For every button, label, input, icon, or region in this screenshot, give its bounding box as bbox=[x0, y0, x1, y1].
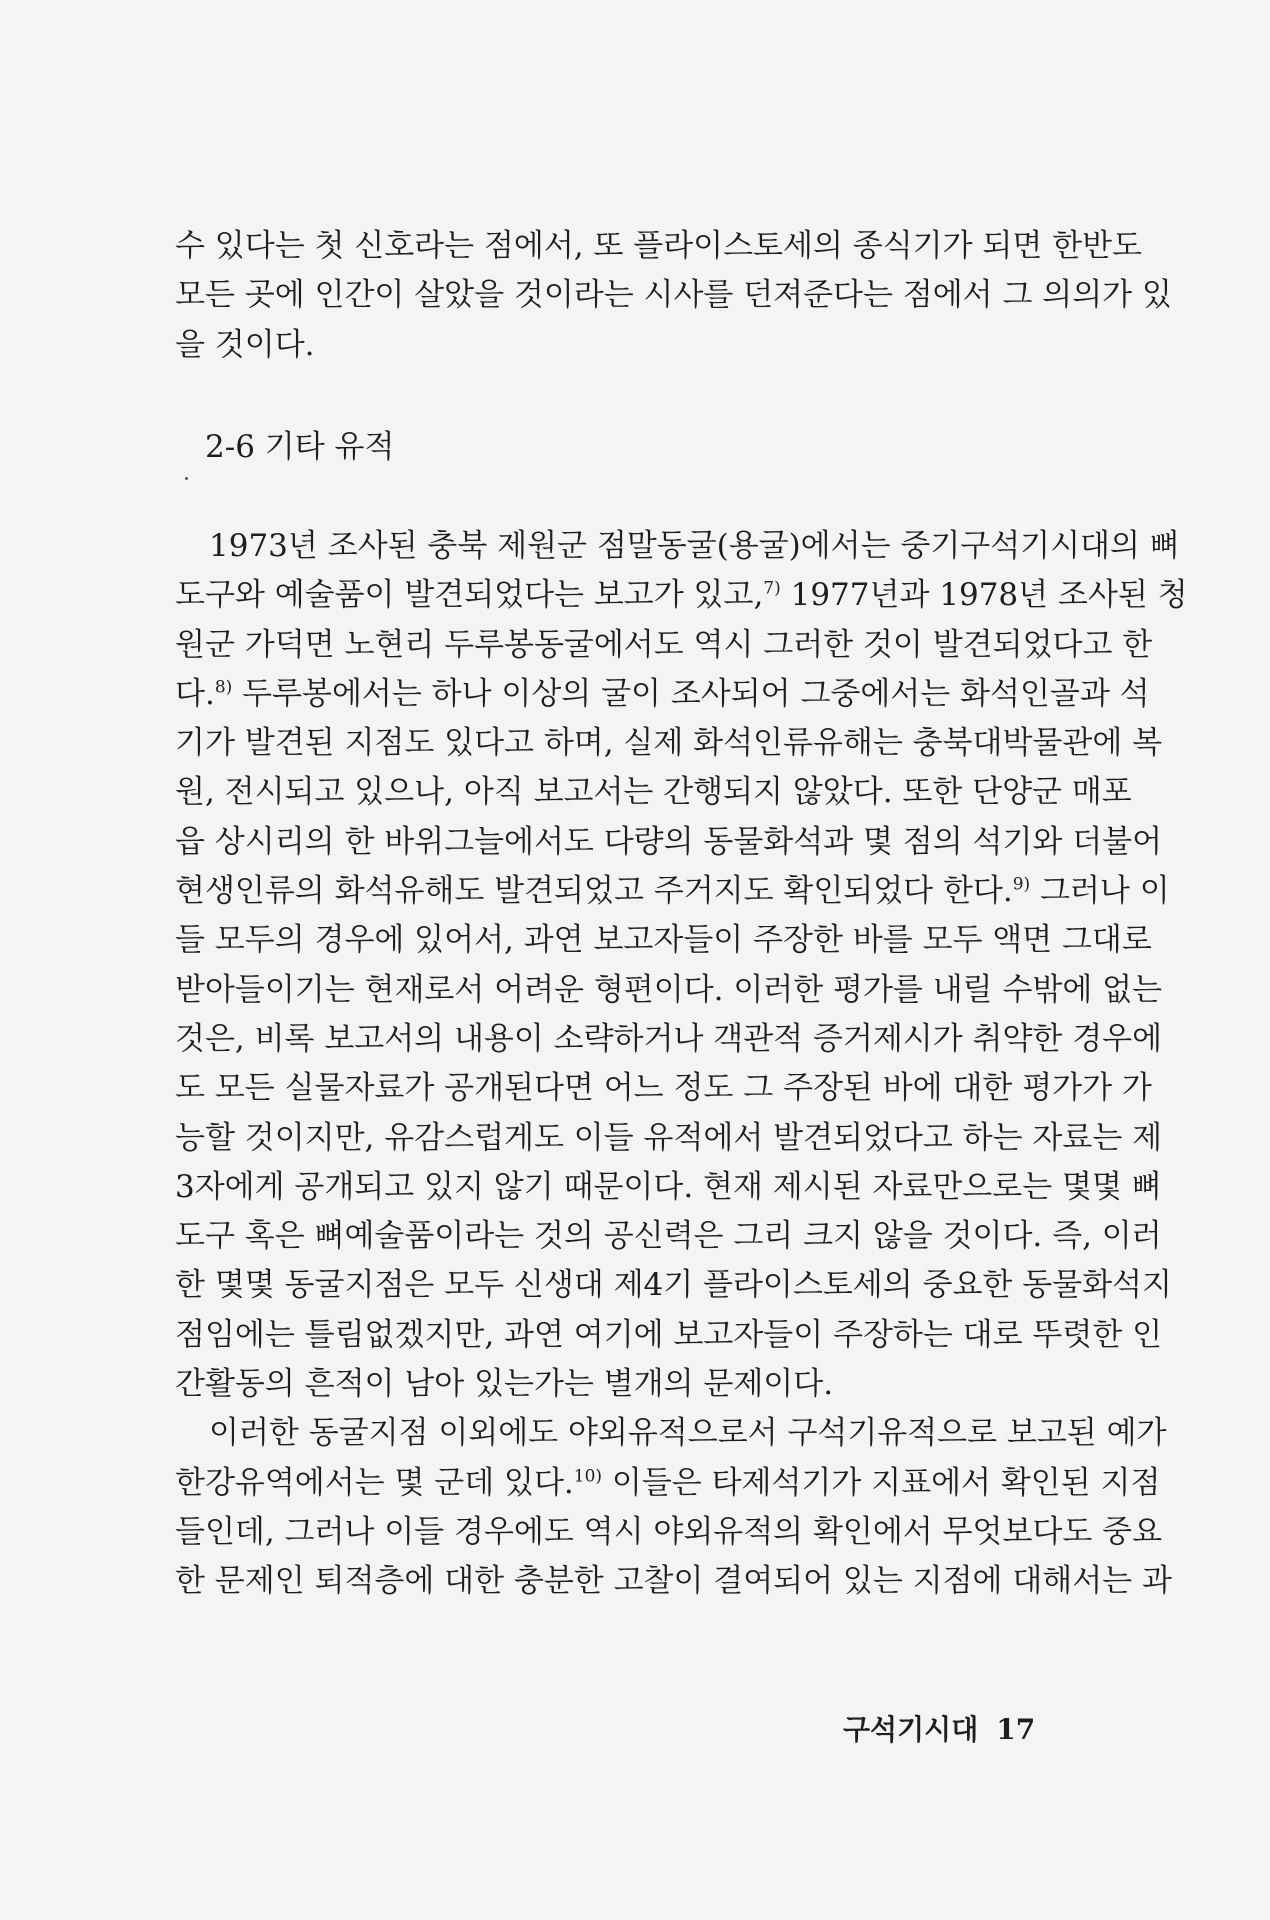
text-line bbox=[175, 966, 1163, 1015]
line-text: 읍 상시리의 한 바위그늘에서도 다량의 동물화석과 몇 점의 석기와 더불어 bbox=[175, 823, 1163, 860]
text-line bbox=[175, 1163, 1162, 1212]
text-line bbox=[175, 1311, 1163, 1360]
line-text: 원군 가덕면 노현리 두루봉동굴에서도 역시 그러한 것이 발견되었다고 한 bbox=[175, 626, 1153, 663]
line-text-continued: 그러나 이 bbox=[1030, 873, 1170, 910]
line-text: 도구 혹은 뼈예술품이라는 것의 공신력은 그리 크지 않을 것이다. 즉, 이러 bbox=[175, 1218, 1162, 1255]
text-line: 모든 곳에 인간이 살았을 것이라는 시사를 던져준다는 점에서 그 의의가 있 bbox=[175, 277, 1172, 314]
line-text: 원, 전시되고 있으나, 아직 보고서는 간행되지 않았다. 또한 단양군 매포 bbox=[175, 774, 1132, 811]
footnote-marker: 9) bbox=[1012, 874, 1031, 895]
text-line bbox=[175, 1360, 1075, 1409]
text-line bbox=[175, 719, 1163, 768]
text-line bbox=[175, 1508, 1163, 1557]
line-text: 것은, 비록 보고서의 내용이 소략하거나 객관적 증거제시가 취약한 경우에 bbox=[175, 1020, 1163, 1057]
text-line bbox=[175, 1015, 1163, 1064]
speck bbox=[185, 477, 188, 480]
line-text: 간활동의 흔적이 남아 있는가는 별개의 문제이다. bbox=[175, 1366, 834, 1403]
running-header-chapter: 구석기시대 bbox=[843, 1713, 979, 1746]
text-line bbox=[175, 768, 1132, 817]
line-text: 1973년 조사된 충북 제원군 점말동굴(용굴)에서는 중기구석기시대의 뼈 bbox=[209, 528, 1180, 564]
line-text: 들인데, 그러나 이들 경우에도 역시 야외유적의 확인에서 무엇보다도 중요 bbox=[175, 1513, 1163, 1550]
text-line bbox=[175, 571, 1188, 620]
page-number: 17 bbox=[996, 1713, 1036, 1746]
text-line bbox=[175, 1409, 1167, 1458]
line-text: 기가 발견된 지점도 있다고 하며, 실제 화석인류유해는 충북대박물관에 복 bbox=[175, 725, 1163, 762]
line-text: 점임에는 틀림없겠지만, 과연 여기에 보고자들이 주장하는 대로 뚜렷한 인 bbox=[175, 1316, 1163, 1353]
text-line bbox=[175, 916, 1152, 965]
text-line: 수 있다는 첫 신호라는 점에서, 또 플라이스토세의 종식기가 되면 한반도 bbox=[175, 228, 1142, 264]
line-text: 들 모두의 경우에 있어서, 과연 보고자들이 주장한 바를 모두 액면 그대로 bbox=[175, 922, 1152, 959]
line-text-continued: 이들은 타제석기가 지표에서 확인된 지점 bbox=[602, 1464, 1161, 1501]
text-line bbox=[175, 1557, 1172, 1606]
text-line bbox=[175, 1459, 1161, 1508]
section-heading: 2-6 기타 유적 bbox=[205, 429, 395, 465]
footnote-marker: 7) bbox=[763, 578, 781, 599]
line-text: 한 몇몇 동굴지점은 모두 신생대 제4기 플라이스토세의 중요한 동물화석지 bbox=[175, 1267, 1172, 1304]
text-line: 을 것이다. bbox=[175, 326, 315, 363]
body-paragraphs bbox=[175, 522, 1188, 1607]
line-text: 현생인류의 화석유해도 발견되었고 주거지도 확인되었다 한다. bbox=[175, 873, 1013, 910]
line-text: 3자에게 공개되고 있지 않기 때문이다. 현재 제시된 자료만으로는 몇몇 뼈 bbox=[175, 1168, 1162, 1205]
text-line bbox=[175, 1064, 1152, 1113]
text-line bbox=[175, 621, 1153, 670]
footnote-marker: 8) bbox=[214, 677, 233, 698]
line-text: 한강유역에서는 몇 군데 있다. bbox=[175, 1464, 574, 1501]
text-line bbox=[175, 818, 1163, 867]
line-text: 도구와 예술품이 발견되었다는 보고가 있고, bbox=[175, 577, 764, 614]
line-text: 도 모든 실물자료가 공개된다면 어느 정도 그 주장된 바에 대한 평가가 가 bbox=[175, 1070, 1152, 1107]
line-text: 받아들이기는 현재로서 어려운 형편이다. 이러한 평가를 내릴 수밖에 없는 bbox=[175, 971, 1163, 1008]
footnote-marker: 10) bbox=[573, 1466, 603, 1487]
line-text: 다. bbox=[175, 675, 215, 712]
line-text: 이러한 동굴지점 이외에도 야외유적으로서 구석기유적으로 보고된 예가 bbox=[209, 1415, 1167, 1452]
text-line bbox=[175, 1212, 1162, 1261]
text-line bbox=[175, 522, 1180, 571]
text-line bbox=[175, 1261, 1172, 1310]
line-text-continued: 두루봉에서는 하나 이상의 굴이 조사되어 그중에서는 화석인골과 석 bbox=[232, 675, 1150, 712]
text-line bbox=[175, 670, 1150, 719]
intro-paragraph bbox=[175, 222, 1172, 370]
text-line bbox=[175, 867, 1170, 916]
line-text: 능할 것이지만, 유감스럽게도 이들 유적에서 발견되었다고 하는 자료는 제 bbox=[175, 1119, 1163, 1156]
page-footer bbox=[843, 1708, 1035, 1748]
text-line bbox=[175, 1114, 1163, 1163]
line-text-continued: 1977년과 1978년 조사된 청 bbox=[780, 577, 1188, 614]
line-text: 한 문제인 퇴적층에 대한 충분한 고찰이 결여되어 있는 지점에 대해서는 과 bbox=[175, 1563, 1172, 1600]
